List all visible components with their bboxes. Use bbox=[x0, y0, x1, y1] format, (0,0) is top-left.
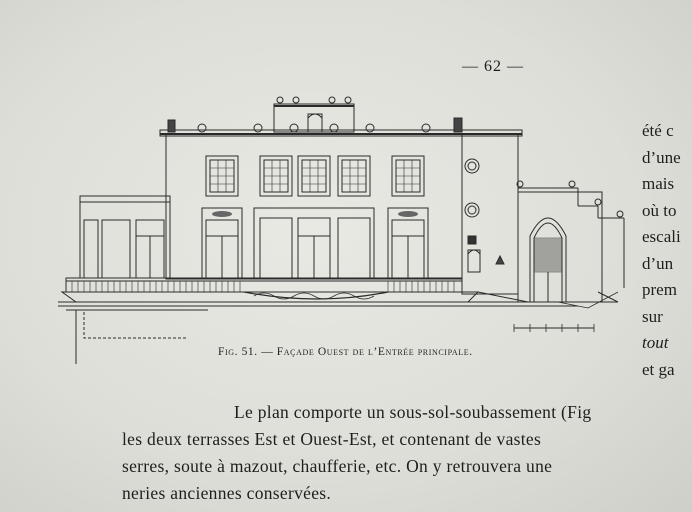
facade-drawing bbox=[58, 92, 638, 372]
body-line: les deux terrasses Est et Ouest-Est, et contenant de vastes bbox=[122, 429, 542, 449]
side-line: d’un bbox=[642, 253, 674, 273]
figure-caption: Fig. 51. — Façade Ouest de l’Entrée principale. bbox=[218, 346, 473, 358]
side-line: où to bbox=[642, 200, 677, 220]
side-line: tout bbox=[642, 333, 669, 352]
left-annex bbox=[80, 196, 170, 278]
side-line: mais bbox=[642, 174, 675, 193]
body-line: neries anciennes conservées. bbox=[122, 483, 332, 503]
side-line: prem bbox=[642, 280, 677, 299]
side-line: sur bbox=[642, 306, 663, 326]
body-line: Le plan comporte un sous-sol-soubassement (Fig bbox=[234, 402, 592, 422]
side-line: été c bbox=[642, 121, 674, 140]
right-tower bbox=[462, 134, 518, 294]
foundation bbox=[66, 310, 208, 364]
body-paragraph bbox=[122, 399, 692, 507]
right-wing bbox=[517, 181, 624, 302]
page-number: — 62 — bbox=[462, 58, 524, 75]
side-line: et ga bbox=[642, 359, 675, 379]
side-line: escali bbox=[642, 227, 681, 246]
body-line: serres, soute à mazout, chaufferie, etc. On y retrouvera une bbox=[122, 456, 553, 476]
side-column-text bbox=[642, 118, 692, 383]
scale-bar bbox=[514, 324, 594, 332]
side-line: d’une bbox=[642, 147, 681, 167]
